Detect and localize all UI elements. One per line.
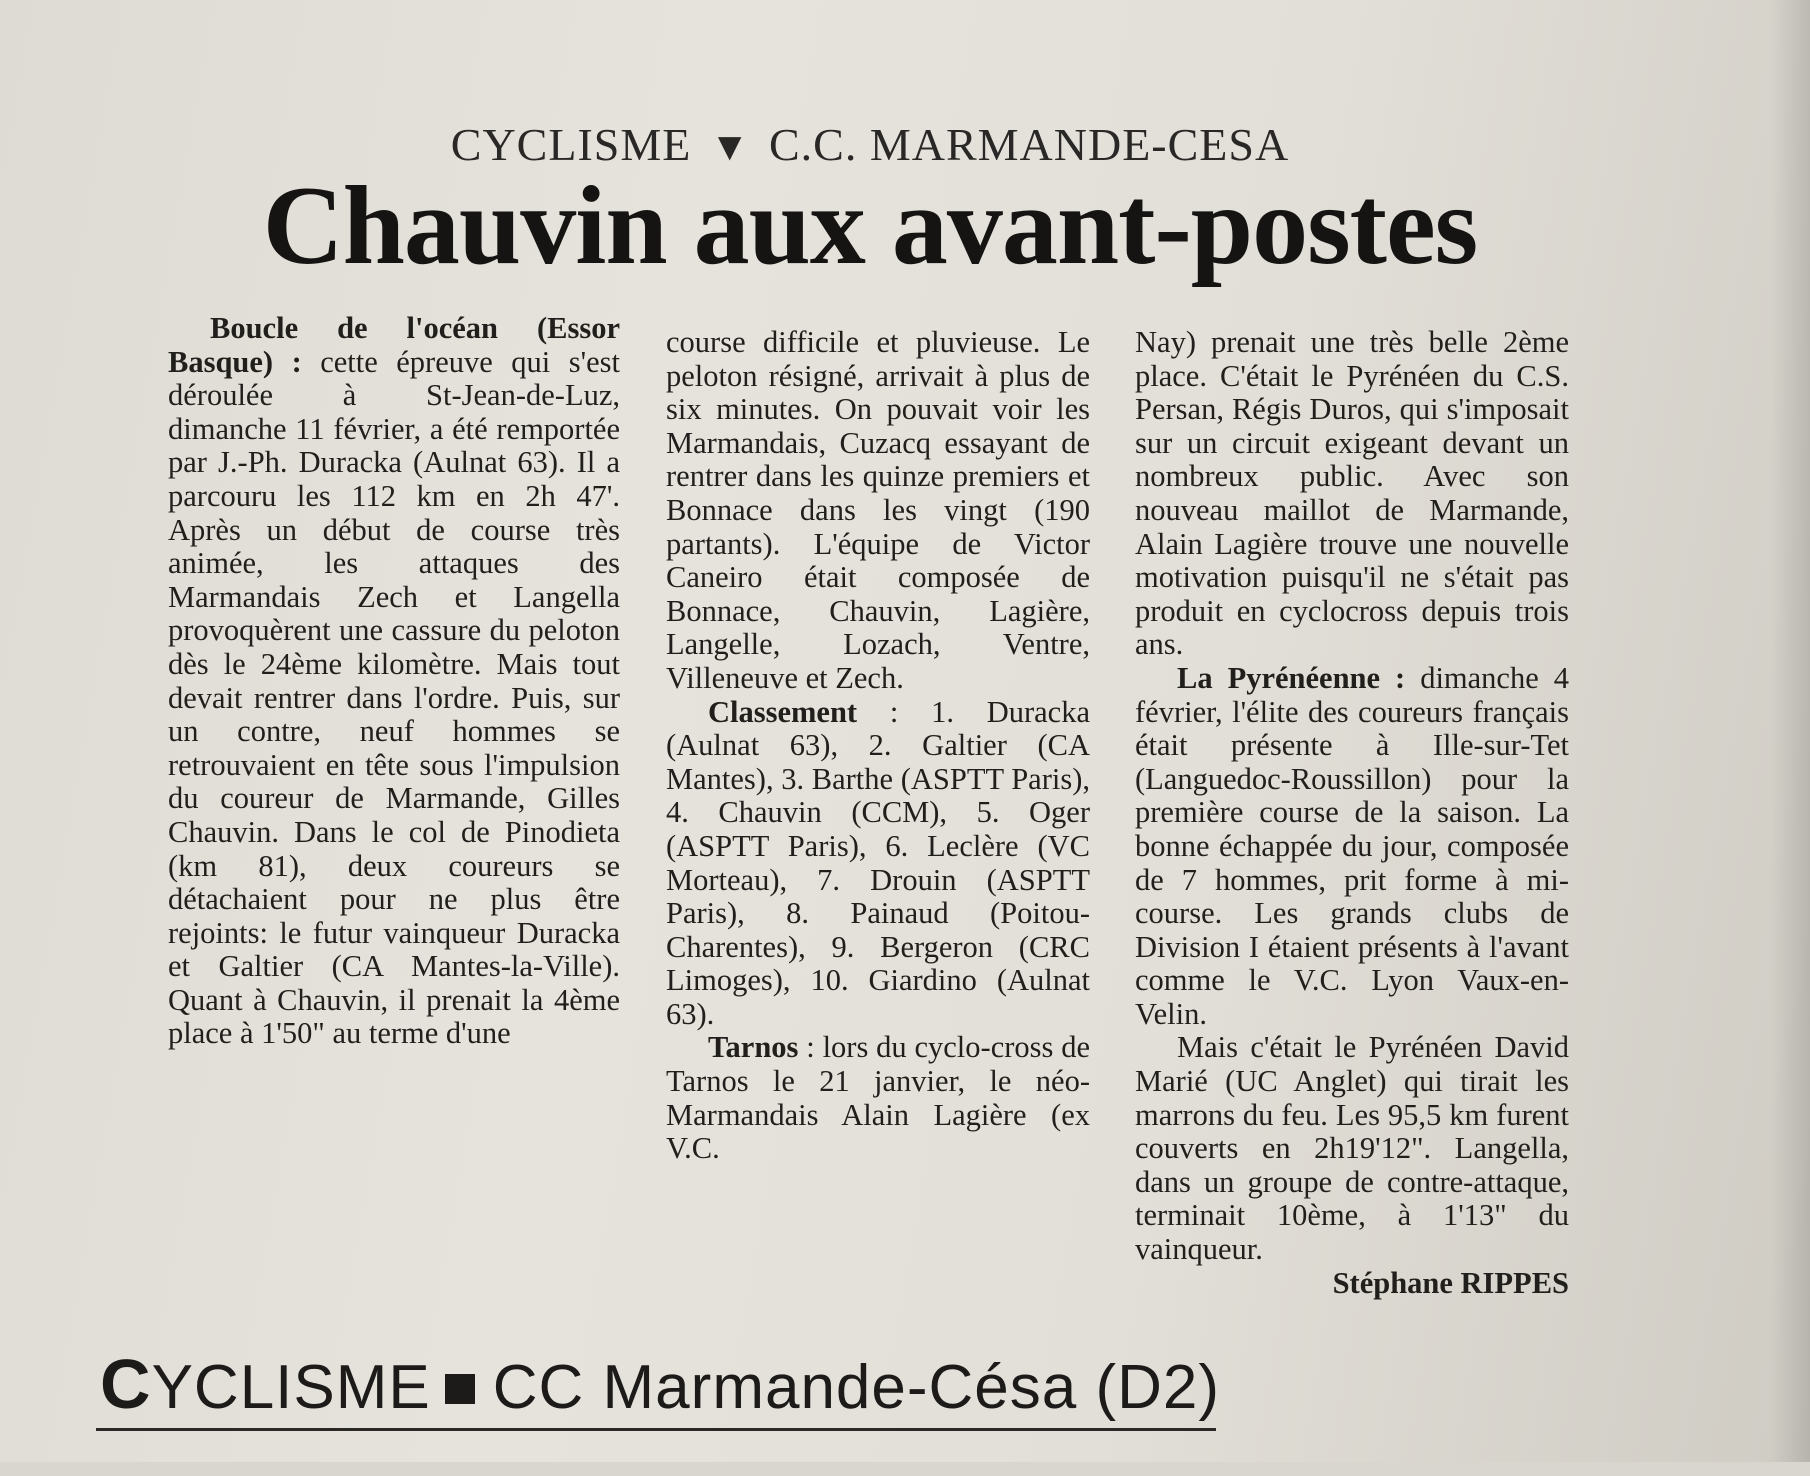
article-column-1: [168, 312, 620, 1051]
lead-classement: Classement: [708, 694, 858, 729]
kicker-club-name: CC Marmande-Césa (D2): [492, 1353, 1221, 1422]
lead-tarnos: Tarnos: [708, 1030, 799, 1065]
article-column-2: [666, 326, 1090, 1166]
square-bullet-icon: [445, 1374, 475, 1404]
paragraph-text: dimanche 4 février, l'élite des coureurs français était présente à Ille-sur-Tet (Languedoc-Roussillon) pour la première course de la saison. La bonne échappée du jour, composée de 7 hommes, prit forme à mi-course. Les grands clubs de Division I étaient présents à l'avant comme le V.C. Lyon Vaux-en-Velin.: [1135, 660, 1569, 1031]
paragraph-text: : lors du cyclo-cross de Tarnos le 21 janvier, le néo-Marmandais Alain Lagière (ex V.C.: [666, 1030, 1090, 1166]
article-headline: Chauvin aux avant-postes: [262, 164, 1478, 288]
section-rule: [96, 1428, 1216, 1431]
next-headline-cropped: [300, 1436, 1600, 1476]
next-section-kicker: [100, 1344, 1220, 1424]
kicker-rest: YCLISME: [151, 1353, 431, 1422]
paragraph-boucle: [168, 312, 620, 1051]
triangle-icon: ▼: [709, 124, 751, 169]
paragraph-nay: Nay) prenait une très belle 2ème place. C'était le Pyrénéen du C.S. Persan, Régis Duros, qui s'imposait sur un circuit exigeant devant un nombreux public. Avec son nouveau maillot de Marmande, Alain Lagière trouve une nouvelle motivation puisqu'il ne s'était pas produit en cyclocross depuis trois ans.: [1135, 325, 1569, 662]
lead-pyreneenne: La Pyrénéenne :: [1177, 660, 1406, 695]
kicker-initial: C: [100, 1345, 152, 1423]
lead-boucle: Boucle de l'océan (Essor Basque) :: [168, 311, 620, 379]
paragraph-pyreneenne: [1135, 662, 1569, 1032]
article-author: Stéphane RIPPES: [1332, 1265, 1569, 1300]
kicker-club: C.C. MARMANDE-CESA: [768, 119, 1290, 170]
paragraph-tarnos: [666, 1031, 1090, 1165]
paragraph-continuation: course difficile et pluvieuse. Le peloton résigné, arrivait à plus de six minutes. On pouvait voir les Marmandais, Cuzacq essayant de rentrer dans les quinze premiers et Bonnace dans les vingt (190 partants). L'équipe de Victor Caneiro était composée de Bonnace, Chauvin, Lagière, Langelle, Lozach, Ventre, Villeneuve et Zech.: [666, 325, 1090, 695]
paragraph-text: cette épreuve qui s'est déroulée à St-Jean-de-Luz, dimanche 11 février, a été remportée par J.-Ph. Duracka (Aulnat 63). Il a parcouru les 112 km en 2h 47'. Après un début de course très animée, les attaques des Marmandais Zech et Langella provoquèrent une cassure du peloton dès le 24ème kilomètre. Mais tout devait rentrer dans l'ordre. Puis, sur un contre, neuf hommes se retrouvaient en tête sous l'impulsion du coureur de Marmande, Gilles Chauvin. Dans le col de Pinodieta (km 81), deux coureurs se détachaient pour ne plus être rejoints: le futur vainqueur Duracka et Galtier (CA Mantes-la-Ville). Quant à Chauvin, il prenait la 4ème place à 1'50" au terme d'une: [168, 344, 620, 1051]
kicker-sport: CYCLISME: [450, 119, 692, 170]
paragraph-classement: [666, 696, 1090, 1032]
page-edge-shadow: [1770, 0, 1810, 1462]
article-column-3: [1135, 326, 1569, 1300]
paragraph-marie: Mais c'était le Pyrénéen David Marié (UC Anglet) qui tirait les marrons du feu. Les 95,5 km furent couverts en 2h19'12". Langella, dans un groupe de contre-attaque, terminait 10ème, à 1'13" du vainqueur.: [1135, 1030, 1569, 1267]
paragraph-text: : 1. Duracka (Aulnat 63), 2. Galtier (CA Mantes), 3. Barthe (ASPTT Paris), 4. Chauvin (CCM), 5. Oger (ASPTT Paris), 6. Leclère (VC Morteau), 7. Drouin (ASPTT Paris), 8. Painaud (Poitou-Charentes), 9. Bergeron (CRC Limoges), 10. Giardino (Aulnat 63).: [666, 694, 1090, 1031]
